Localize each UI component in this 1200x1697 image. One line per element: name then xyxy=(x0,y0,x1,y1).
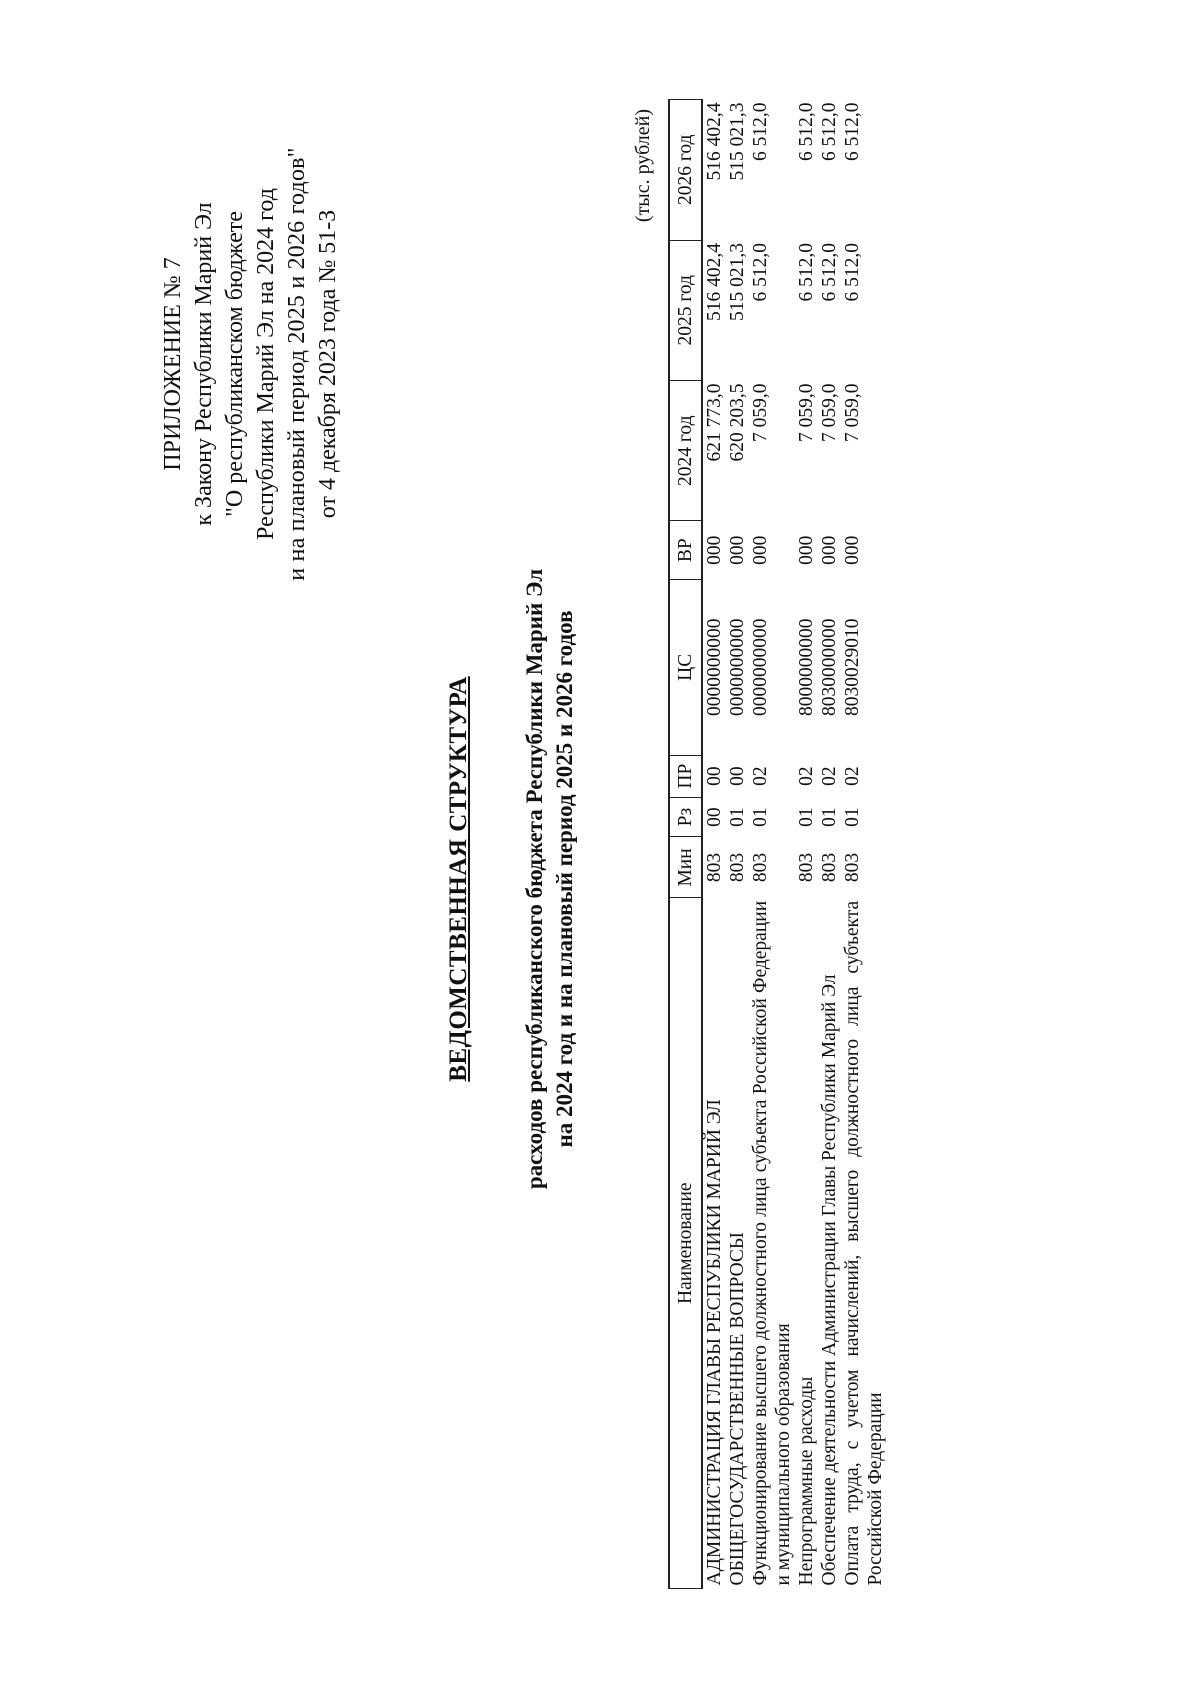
row-2025: 6 512,0 xyxy=(819,242,840,302)
row-vr: 000 xyxy=(750,535,771,565)
row-cs: 8000000000 xyxy=(796,618,817,716)
units-note: (тыс. рублей) xyxy=(632,108,654,222)
header-2024: 2024 год xyxy=(669,380,702,520)
row-cs: 0000000000 xyxy=(750,618,771,716)
row-rz: 01 xyxy=(750,806,771,827)
row-pr: 00 xyxy=(727,765,748,786)
row-min: 803 xyxy=(704,852,725,882)
row-2025: 515 021,3 xyxy=(727,242,748,321)
table-row xyxy=(749,99,795,1588)
header-2025: 2025 год xyxy=(669,240,702,380)
row-2024: 621 773,0 xyxy=(704,383,725,461)
row-vr: 000 xyxy=(842,535,863,565)
document-subtitle xyxy=(520,379,580,1379)
row-min: 803 xyxy=(819,852,840,882)
row-rz: 00 xyxy=(704,806,725,827)
table-header-row xyxy=(669,99,702,1588)
document-title: ВЕДОМСТВЕННАЯ СТРУКТУРА xyxy=(445,675,472,1082)
row-2024: 7 059,0 xyxy=(796,383,817,442)
appendix-law-title-2: Республики Марий Эл на 2024 год xyxy=(253,187,279,540)
subtitle-line-1: расходов республиканского бюджета Республики Марий Эл xyxy=(522,568,547,1189)
row-2026: 515 021,3 xyxy=(727,102,748,180)
row-name: Обеспечение деятельности Администрации Главы Республики Марий Эл xyxy=(819,973,840,1585)
row-vr: 000 xyxy=(819,535,840,565)
row-2024: 620 203,5 xyxy=(727,383,748,461)
row-2026: 6 512,0 xyxy=(796,102,817,161)
row-min: 803 xyxy=(727,852,748,882)
row-pr: 00 xyxy=(704,765,725,786)
row-pr: 02 xyxy=(819,765,840,786)
row-2024: 7 059,0 xyxy=(819,383,840,442)
row-2025: 6 512,0 xyxy=(750,242,771,302)
row-name: Непрограммные расходы xyxy=(796,1376,817,1585)
table-row xyxy=(841,99,887,1588)
header-min: Мин xyxy=(669,837,702,898)
table-row xyxy=(702,99,726,1588)
appendix-law-title-3: и на плановый период 2025 и 2026 годов" xyxy=(284,146,310,581)
row-2025: 6 512,0 xyxy=(842,242,863,302)
appendix-law-title: "О республиканском бюджете xyxy=(222,210,248,517)
row-2026: 6 512,0 xyxy=(750,102,771,161)
header-rz: Рз xyxy=(669,797,702,837)
table-row xyxy=(818,99,841,1588)
row-2024: 7 059,0 xyxy=(842,383,863,442)
row-cs: 8030029010 xyxy=(842,618,863,716)
row-cs: 8030000000 xyxy=(819,618,840,716)
row-name: АДМИНИСТРАЦИЯ ГЛАВЫ РЕСПУБЛИКИ МАРИЙ ЭЛ xyxy=(704,1098,725,1585)
row-vr: 000 xyxy=(796,535,817,565)
row-2025: 6 512,0 xyxy=(796,242,817,302)
row-min: 803 xyxy=(750,852,771,882)
row-vr: 000 xyxy=(704,535,725,565)
header-2026: 2026 год xyxy=(669,99,702,240)
appendix-number: ПРИЛОЖЕНИЕ № 7 xyxy=(160,256,186,471)
row-min: 803 xyxy=(842,852,863,882)
row-2026: 516 402,4 xyxy=(704,102,725,180)
row-2026: 6 512,0 xyxy=(819,102,840,161)
row-vr: 000 xyxy=(727,535,748,565)
appendix-law-ref: к Закону Республики Марий Эл xyxy=(191,201,217,526)
row-2024: 7 059,0 xyxy=(750,383,771,442)
row-name: Оплата труда, с учетом начислений, высшего должностного лица субъекта Российской Федерации xyxy=(842,900,886,1585)
budget-table xyxy=(668,99,887,1589)
table-row xyxy=(795,99,818,1588)
row-name: ОБЩЕГОСУДАРСТВЕННЫЕ ВОПРОСЫ xyxy=(727,1231,748,1585)
document-page xyxy=(100,89,1100,1609)
row-pr: 02 xyxy=(796,765,817,786)
row-cs: 0000000000 xyxy=(704,618,725,716)
row-rz: 01 xyxy=(796,806,817,827)
appendix-date: от 4 декабря 2023 года № 51-З xyxy=(315,209,341,518)
row-rz: 01 xyxy=(842,806,863,827)
subtitle-line-2: на 2024 год и на плановый период 2025 и 2026 годов xyxy=(552,610,577,1147)
row-pr: 02 xyxy=(842,765,863,786)
row-pr: 02 xyxy=(750,765,771,786)
row-2026: 6 512,0 xyxy=(842,102,863,161)
appendix-header xyxy=(158,129,344,599)
table-row xyxy=(726,99,749,1588)
header-name: Наименование xyxy=(669,897,702,1588)
row-rz: 01 xyxy=(819,806,840,827)
row-name: Функционирование высшего должностного лица субъекта Российской Федерации и муниципального образования xyxy=(750,900,794,1585)
row-rz: 01 xyxy=(727,806,748,827)
row-min: 803 xyxy=(796,852,817,882)
row-cs: 0000000000 xyxy=(727,618,748,716)
row-2025: 516 402,4 xyxy=(704,242,725,321)
header-vr: ВР xyxy=(669,520,702,579)
header-cs: ЦС xyxy=(669,579,702,755)
header-pr: ПР xyxy=(669,755,702,797)
